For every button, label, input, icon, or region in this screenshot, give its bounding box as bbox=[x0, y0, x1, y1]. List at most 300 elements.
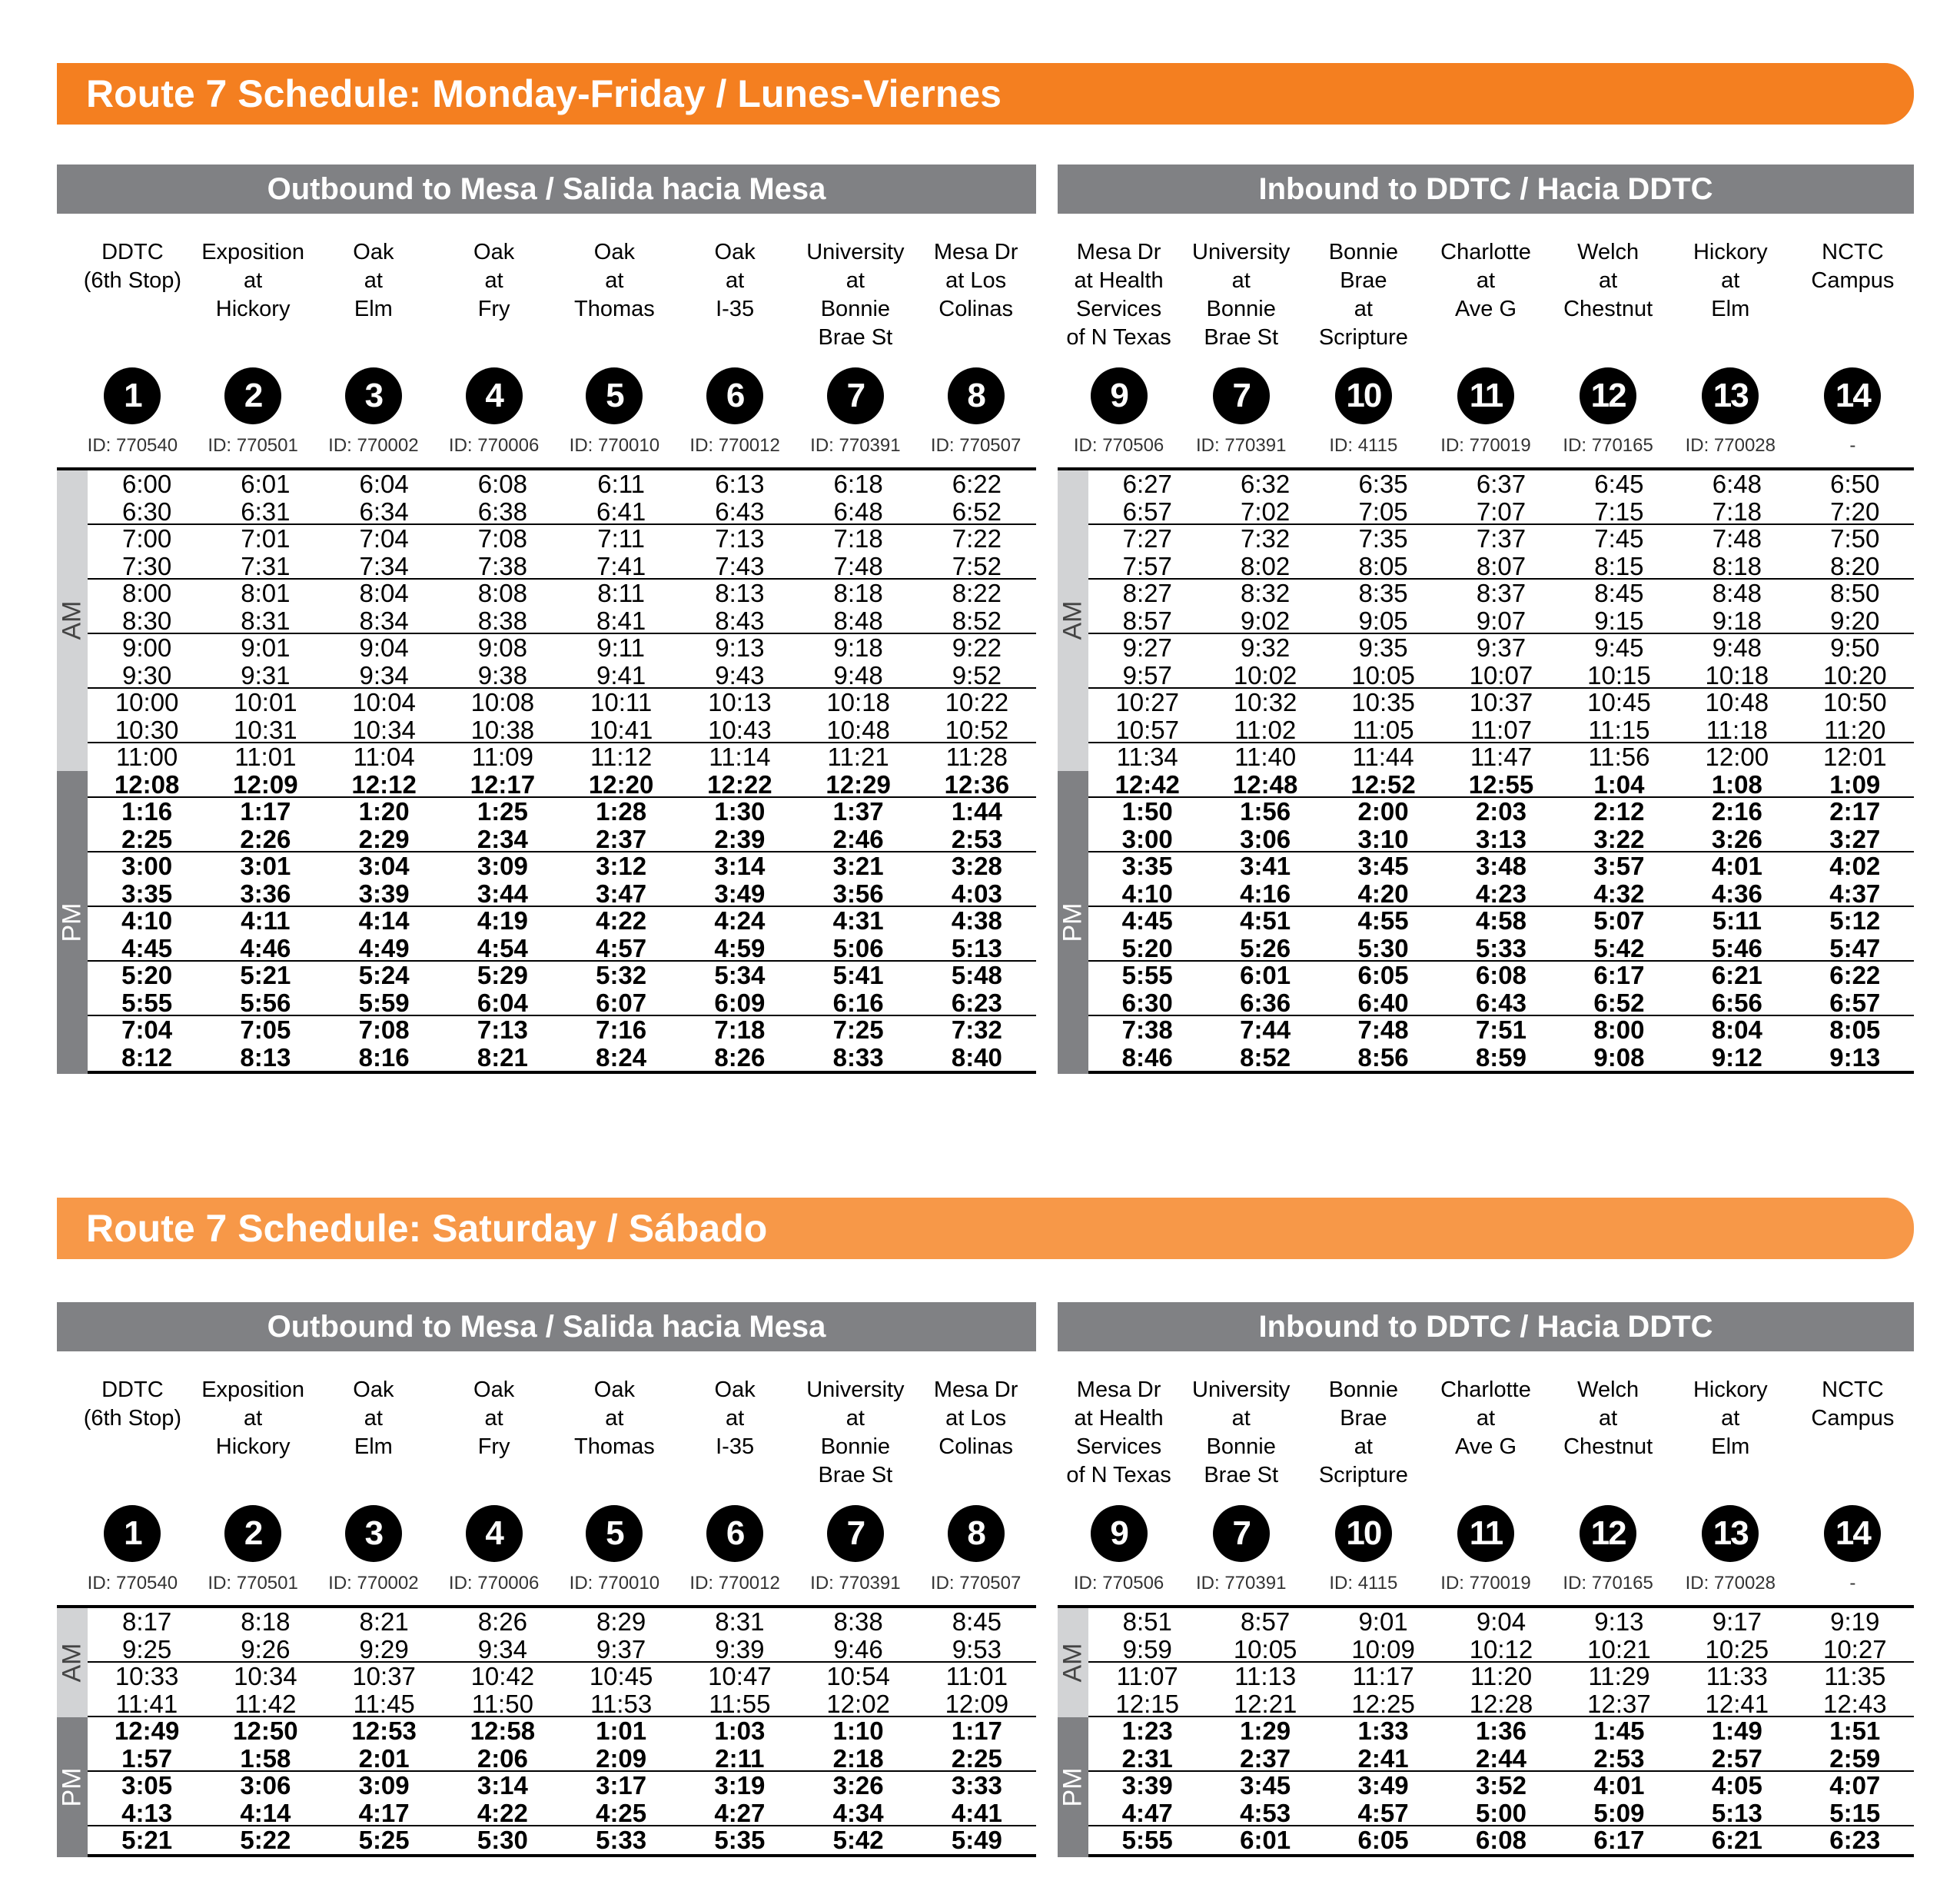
time-cell: 8:57 bbox=[1122, 606, 1172, 635]
time-cell: 9:13 bbox=[1829, 1042, 1881, 1072]
time-cell: 3:47 bbox=[596, 879, 647, 908]
time-cell: 10:42 bbox=[470, 1662, 535, 1690]
time-cell: 5:42 bbox=[1593, 933, 1645, 962]
time-cell: 11:02 bbox=[1234, 715, 1297, 744]
time-cell: 2:29 bbox=[358, 824, 410, 853]
time-cell: 3:35 bbox=[1121, 852, 1173, 880]
time-cell: 9:11 bbox=[597, 633, 646, 662]
time-cell: 8:02 bbox=[1241, 551, 1291, 580]
time-cell: 10:27 bbox=[1115, 688, 1179, 716]
stop-id: ID: 770012 bbox=[689, 435, 780, 456]
time-cell: 6:07 bbox=[596, 988, 647, 1017]
time-cell: 8:01 bbox=[241, 579, 291, 607]
stop-name: Oak at Thomas bbox=[573, 240, 655, 321]
time-cell: 11:04 bbox=[353, 743, 415, 771]
time-cell: 8:41 bbox=[596, 606, 646, 635]
time-cell: 5:11 bbox=[1712, 906, 1762, 935]
stop-number-badge: 5 bbox=[586, 367, 643, 424]
time-cell: 10:04 bbox=[352, 688, 416, 716]
stop-name: Mesa Dr at Los Colinas bbox=[933, 1378, 1018, 1459]
time-cell: 6:57 bbox=[1829, 988, 1881, 1017]
time-cell: 4:32 bbox=[1593, 879, 1645, 908]
time-cell: 10:18 bbox=[826, 688, 890, 716]
time-cell: 7:48 bbox=[1357, 1015, 1409, 1044]
time-cell: 7:44 bbox=[1240, 1015, 1291, 1044]
time-cell: 8:21 bbox=[359, 1607, 409, 1636]
time-cell: 12:43 bbox=[1822, 1689, 1887, 1718]
time-cell: 8:48 bbox=[1712, 579, 1762, 607]
time-cell: 7:07 bbox=[1476, 497, 1526, 526]
time-cell: 1:56 bbox=[1240, 797, 1291, 826]
time-cell: 5:26 bbox=[1240, 933, 1291, 962]
time-cell: 9:12 bbox=[1711, 1042, 1762, 1072]
time-cell: 8:38 bbox=[833, 1607, 883, 1636]
time-cell: 2:03 bbox=[1475, 797, 1527, 826]
time-cell: 4:54 bbox=[477, 933, 528, 962]
time-cell: 10:02 bbox=[1233, 660, 1297, 690]
time-cell: 10:48 bbox=[826, 715, 890, 744]
stop-name: Mesa Dr at Health Services of N Texas bbox=[1066, 1378, 1171, 1487]
time-cell: 3:36 bbox=[240, 879, 291, 908]
time-cell: 11:18 bbox=[1706, 715, 1768, 744]
time-cell: 8:20 bbox=[1830, 551, 1880, 580]
table-row bbox=[1088, 607, 1914, 635]
time-cell: 2:17 bbox=[1829, 797, 1881, 826]
stop-number-badge: 7 bbox=[1213, 1505, 1270, 1562]
outbound-stops bbox=[57, 214, 1036, 467]
time-cell: 10:47 bbox=[708, 1662, 772, 1690]
time-cell: 9:37 bbox=[1476, 633, 1526, 662]
time-cell: 3:14 bbox=[714, 852, 766, 880]
time-cell: 6:05 bbox=[1357, 1826, 1409, 1854]
time-cell: 4:24 bbox=[714, 906, 766, 935]
time-cell: 5:32 bbox=[596, 961, 647, 989]
time-cell: 4:07 bbox=[1829, 1771, 1881, 1800]
time-cell: 4:05 bbox=[1711, 1771, 1762, 1800]
am-band-label: AM bbox=[1058, 600, 1088, 640]
time-cell: 6:37 bbox=[1476, 470, 1526, 498]
time-cell: 6:21 bbox=[1711, 961, 1762, 989]
table-row bbox=[1088, 798, 1914, 826]
time-cell: 1:33 bbox=[1357, 1717, 1409, 1745]
table-row bbox=[88, 1690, 1036, 1718]
time-cell: 9:57 bbox=[1122, 660, 1172, 690]
time-cell: 8:05 bbox=[1358, 551, 1408, 580]
time-cell: 1:36 bbox=[1475, 1717, 1527, 1745]
time-cell: 2:37 bbox=[1240, 1743, 1291, 1773]
time-cell: 6:32 bbox=[1241, 470, 1291, 498]
table-row bbox=[1088, 1772, 1914, 1800]
time-cell: 1:23 bbox=[1121, 1717, 1173, 1745]
stop-id: ID: 770507 bbox=[930, 1573, 1022, 1594]
time-cell: 1:10 bbox=[832, 1717, 884, 1745]
time-cell: 9:46 bbox=[833, 1634, 883, 1663]
time-cell: 4:10 bbox=[121, 906, 173, 935]
time-cell: 7:48 bbox=[833, 551, 883, 580]
stop-name: Hickory at Elm bbox=[1693, 1378, 1768, 1459]
time-cell: 7:32 bbox=[951, 1015, 1002, 1044]
time-cell: 6:21 bbox=[1711, 1826, 1762, 1854]
time-cell: 9:17 bbox=[1712, 1607, 1762, 1636]
time-cell: 6:09 bbox=[714, 988, 766, 1017]
time-cell: 10:22 bbox=[945, 688, 1009, 716]
weekday-inbound bbox=[1058, 165, 1914, 1074]
time-cell: 12:09 bbox=[233, 769, 298, 799]
time-cell: 12:49 bbox=[114, 1717, 180, 1745]
outbound-times-table bbox=[57, 1605, 1036, 1857]
time-cell: 3:10 bbox=[1357, 824, 1409, 853]
stop-number-badge: 3 bbox=[345, 1505, 402, 1562]
time-cell: 6:36 bbox=[1240, 988, 1291, 1017]
time-cell: 1:01 bbox=[596, 1717, 647, 1745]
outbound-stops bbox=[57, 1351, 1036, 1605]
time-cell: 10:11 bbox=[590, 688, 653, 716]
time-cell: 12:42 bbox=[1115, 769, 1180, 799]
time-cell: 9:13 bbox=[1594, 1607, 1644, 1636]
time-cell: 7:34 bbox=[359, 551, 409, 580]
am-band-label: AM bbox=[1058, 1643, 1088, 1683]
time-cell: 5:21 bbox=[240, 961, 291, 989]
time-cell: 8:37 bbox=[1476, 579, 1526, 607]
stop-number-badge: 9 bbox=[1091, 367, 1148, 424]
stop-name: Mesa Dr at Health Services of N Texas bbox=[1066, 240, 1171, 350]
time-cell: 5:55 bbox=[1121, 1826, 1173, 1854]
table-row bbox=[88, 634, 1036, 662]
time-cell: 2:41 bbox=[1357, 1743, 1409, 1773]
time-cell: 1:30 bbox=[714, 797, 766, 826]
time-cell: 2:01 bbox=[358, 1743, 410, 1773]
stop-id: ID: 770506 bbox=[1073, 1573, 1164, 1594]
stop-number-badge: 4 bbox=[466, 1505, 523, 1562]
time-cell: 7:27 bbox=[1122, 524, 1172, 553]
table-row bbox=[1088, 1800, 1914, 1827]
time-cell: 9:39 bbox=[715, 1634, 765, 1663]
stop-name: Charlotte at Ave G bbox=[1440, 1378, 1531, 1459]
time-cell: 3:45 bbox=[1357, 852, 1409, 880]
time-cell: 4:14 bbox=[358, 906, 410, 935]
time-cell: 2:25 bbox=[121, 824, 173, 853]
time-cell: 10:45 bbox=[589, 1662, 653, 1690]
time-cell: 10:18 bbox=[1705, 660, 1769, 690]
time-cell: 3:09 bbox=[358, 1771, 410, 1800]
time-cell: 4:02 bbox=[1829, 852, 1881, 880]
time-cell: 3:12 bbox=[596, 852, 647, 880]
stop-number-badge: 11 bbox=[1457, 367, 1514, 424]
time-cell: 6:17 bbox=[1593, 1826, 1645, 1854]
time-cell: 2:16 bbox=[1711, 797, 1762, 826]
table-row bbox=[1088, 716, 1914, 744]
time-cell: 8:00 bbox=[1593, 1015, 1645, 1044]
time-cell: 7:35 bbox=[1358, 524, 1408, 553]
time-cell: 6:45 bbox=[1594, 470, 1644, 498]
time-cell: 10:27 bbox=[1822, 1634, 1887, 1663]
table-row bbox=[1088, 1636, 1914, 1663]
time-cell: 8:27 bbox=[1122, 579, 1172, 607]
time-cell: 4:41 bbox=[951, 1798, 1002, 1827]
time-cell: 11:56 bbox=[1588, 743, 1650, 771]
time-cell: 3:35 bbox=[121, 879, 173, 908]
stop-number-badge: 6 bbox=[706, 1505, 763, 1562]
stop-id: ID: 770540 bbox=[87, 1573, 178, 1594]
time-cell: 9:22 bbox=[952, 633, 1002, 662]
time-cell: 11:47 bbox=[1470, 743, 1533, 771]
time-cell: 3:39 bbox=[358, 879, 410, 908]
stop-id: ID: 770501 bbox=[208, 1573, 298, 1594]
time-cell: 11:00 bbox=[116, 743, 178, 771]
stop-number-badge: 12 bbox=[1580, 1505, 1636, 1562]
time-cell: 2:25 bbox=[951, 1743, 1002, 1773]
stop-id: ID: 770002 bbox=[328, 1573, 419, 1594]
time-cell: 5:20 bbox=[121, 961, 173, 989]
stop-number-badge: 11 bbox=[1457, 1505, 1514, 1562]
time-cell: 6:41 bbox=[596, 497, 646, 526]
time-cell: 12:50 bbox=[233, 1717, 298, 1745]
time-cell: 4:01 bbox=[1711, 852, 1762, 880]
time-cell: 4:31 bbox=[832, 906, 884, 935]
time-cell: 5:12 bbox=[1829, 906, 1881, 935]
time-cell: 9:34 bbox=[477, 1634, 527, 1663]
time-cell: 7:38 bbox=[477, 551, 527, 580]
time-cell: 9:41 bbox=[596, 660, 646, 690]
time-cell: 2:26 bbox=[240, 824, 291, 853]
time-cell: 1:29 bbox=[1240, 1717, 1291, 1745]
time-cell: 10:41 bbox=[589, 715, 653, 744]
time-cell: 11:42 bbox=[234, 1689, 297, 1718]
time-cell: 6:08 bbox=[1475, 1826, 1527, 1854]
time-cell: 9:43 bbox=[715, 660, 765, 690]
stop-id: ID: 770507 bbox=[930, 435, 1022, 456]
time-cell: 11:20 bbox=[1470, 1662, 1533, 1690]
weekday-outbound bbox=[57, 165, 1036, 1074]
time-cell: 8:18 bbox=[241, 1607, 291, 1636]
time-cell: 9:29 bbox=[359, 1634, 409, 1663]
time-cell: 11:09 bbox=[471, 743, 533, 771]
time-cell: 12:21 bbox=[1233, 1689, 1297, 1718]
time-cell: 9:48 bbox=[1712, 633, 1762, 662]
time-cell: 7:31 bbox=[241, 551, 291, 580]
time-cell: 6:35 bbox=[1358, 470, 1408, 498]
time-cell: 11:15 bbox=[1588, 715, 1650, 744]
time-cell: 12:01 bbox=[1822, 743, 1887, 771]
time-cell: 3:14 bbox=[477, 1771, 528, 1800]
time-cell: 9:04 bbox=[1476, 1607, 1526, 1636]
time-cell: 2:53 bbox=[1593, 1743, 1645, 1773]
time-cell: 4:11 bbox=[241, 906, 291, 935]
time-cell: 8:07 bbox=[1476, 551, 1526, 580]
time-cell: 7:13 bbox=[715, 524, 765, 553]
time-cell: 11:01 bbox=[945, 1662, 1008, 1690]
stop-number-badge: 13 bbox=[1702, 367, 1759, 424]
time-cell: 10:21 bbox=[1587, 1634, 1651, 1663]
time-cell: 4:59 bbox=[714, 933, 766, 962]
time-cell: 8:46 bbox=[1121, 1042, 1173, 1072]
time-cell: 10:54 bbox=[826, 1662, 890, 1690]
time-cell: 10:13 bbox=[708, 688, 772, 716]
time-cell: 2:59 bbox=[1829, 1743, 1881, 1773]
table-row bbox=[1088, 470, 1914, 498]
stop-id: ID: 770028 bbox=[1685, 435, 1776, 456]
stop-name: Oak at I-35 bbox=[714, 240, 756, 321]
time-cell: 2:11 bbox=[715, 1743, 765, 1773]
time-cell: 3:09 bbox=[477, 852, 528, 880]
table-row bbox=[1088, 880, 1914, 908]
time-cell: 6:04 bbox=[477, 988, 528, 1017]
time-cell: 10:38 bbox=[470, 715, 535, 744]
stop-number-badge: 8 bbox=[948, 367, 1005, 424]
time-cell: 9:32 bbox=[1241, 633, 1291, 662]
time-cell: 8:48 bbox=[833, 606, 883, 635]
time-cell: 12:55 bbox=[1468, 769, 1534, 799]
stop-id: ID: 770540 bbox=[87, 435, 178, 456]
stop-name: DDTC (6th Stop) bbox=[83, 1378, 182, 1431]
time-cell: 12:25 bbox=[1351, 1689, 1415, 1718]
time-cell: 9:34 bbox=[359, 660, 409, 690]
time-cell: 4:03 bbox=[951, 879, 1002, 908]
table-row bbox=[1088, 689, 1914, 716]
time-cell: 4:34 bbox=[832, 1798, 884, 1827]
time-cell: 12:17 bbox=[470, 769, 536, 799]
time-cell: 8:45 bbox=[1594, 579, 1644, 607]
time-cell: 11:12 bbox=[590, 743, 653, 771]
time-cell: 1:16 bbox=[121, 797, 173, 826]
time-cell: 8:30 bbox=[122, 606, 172, 635]
time-cell: 4:37 bbox=[1829, 879, 1881, 908]
time-cell: 11:05 bbox=[1352, 715, 1414, 744]
time-cell: 6:38 bbox=[477, 497, 527, 526]
table-row bbox=[1088, 1745, 1914, 1773]
table-row bbox=[1088, 662, 1914, 690]
table-row bbox=[1088, 989, 1914, 1017]
time-cell: 12:37 bbox=[1587, 1689, 1651, 1718]
time-cell: 10:09 bbox=[1351, 1634, 1415, 1663]
stop-name: Charlotte at Ave G bbox=[1440, 240, 1531, 321]
time-cell: 5:13 bbox=[951, 933, 1002, 962]
time-cell: 9:07 bbox=[1476, 606, 1526, 635]
table-row bbox=[1088, 962, 1914, 989]
time-cell: 1:25 bbox=[477, 797, 528, 826]
time-cell: 3:44 bbox=[477, 879, 528, 908]
table-row bbox=[1088, 1717, 1914, 1745]
stop-name: NCTC Campus bbox=[1811, 240, 1895, 293]
time-cell: 4:25 bbox=[596, 1798, 647, 1827]
table-row bbox=[1088, 580, 1914, 607]
time-cell: 11:40 bbox=[1234, 743, 1297, 771]
time-cell: 3:49 bbox=[714, 879, 766, 908]
time-cell: 8:43 bbox=[715, 606, 765, 635]
table-row bbox=[88, 1826, 1036, 1854]
stop-name: Welch at Chestnut bbox=[1563, 1378, 1653, 1459]
time-cell: 9:01 bbox=[241, 633, 291, 662]
time-cell: 6:27 bbox=[1122, 470, 1172, 498]
time-cell: 5:46 bbox=[1711, 933, 1762, 962]
outbound-times-table bbox=[57, 467, 1036, 1074]
time-cell: 7:05 bbox=[240, 1015, 291, 1044]
time-cell: 8:04 bbox=[1711, 1015, 1762, 1044]
stop-number-badge: 1 bbox=[104, 367, 161, 424]
time-cell: 5:59 bbox=[358, 988, 410, 1017]
time-cell: 3:06 bbox=[1240, 824, 1291, 853]
time-cell: 4:01 bbox=[1593, 1771, 1645, 1800]
time-cell: 11:45 bbox=[353, 1689, 415, 1718]
time-cell: 3:00 bbox=[1121, 824, 1173, 853]
table-row bbox=[1088, 935, 1914, 962]
time-cell: 3:57 bbox=[1593, 852, 1645, 880]
time-cell: 10:08 bbox=[470, 688, 535, 716]
time-cell: 7:38 bbox=[1121, 1015, 1173, 1044]
time-cell: 4:16 bbox=[1240, 879, 1291, 908]
time-cell: 11:07 bbox=[1470, 715, 1533, 744]
inbound-times-table bbox=[1058, 467, 1914, 1074]
time-cell: 8:52 bbox=[1240, 1042, 1291, 1072]
stop-id: ID: 770006 bbox=[448, 435, 540, 456]
time-cell: 6:08 bbox=[477, 470, 527, 498]
time-cell: 7:43 bbox=[715, 551, 765, 580]
time-cell: 10:20 bbox=[1822, 660, 1887, 690]
time-cell: 7:02 bbox=[1241, 497, 1291, 526]
time-cell: 2:53 bbox=[951, 824, 1002, 853]
time-cell: 10:43 bbox=[708, 715, 772, 744]
time-cell: 5:13 bbox=[1711, 1798, 1762, 1827]
time-cell: 9:48 bbox=[833, 660, 883, 690]
time-cell: 6:00 bbox=[122, 470, 172, 498]
stop-number-badge: 10 bbox=[1335, 367, 1392, 424]
stop-id: ID: 4115 bbox=[1329, 1573, 1398, 1594]
time-cell: 7:52 bbox=[952, 551, 1002, 580]
time-cell: 3:27 bbox=[1829, 824, 1881, 853]
time-cell: 8:26 bbox=[714, 1042, 766, 1072]
table-row bbox=[88, 1016, 1036, 1044]
time-cell: 6:50 bbox=[1830, 470, 1880, 498]
table-row bbox=[88, 580, 1036, 607]
time-cell: 3:45 bbox=[1240, 1771, 1291, 1800]
time-cell: 8:08 bbox=[477, 579, 527, 607]
inbound-stops bbox=[1058, 1351, 1914, 1605]
time-cell: 5:41 bbox=[832, 961, 884, 989]
time-cell: 4:57 bbox=[596, 933, 647, 962]
time-cell: 5:09 bbox=[1593, 1798, 1645, 1827]
time-cell: 10:15 bbox=[1587, 660, 1651, 690]
time-cell: 9:15 bbox=[1594, 606, 1644, 635]
time-cell: 7:32 bbox=[1241, 524, 1291, 553]
stop-id: ID: 770506 bbox=[1073, 435, 1164, 456]
stop-name: University at Bonnie Brae St bbox=[1192, 1378, 1291, 1487]
time-cell: 4:19 bbox=[477, 906, 528, 935]
pm-band-label: PM bbox=[1058, 902, 1088, 942]
time-cell: 6:48 bbox=[1712, 470, 1762, 498]
time-cell: 3:56 bbox=[832, 879, 884, 908]
table-row bbox=[1088, 743, 1914, 771]
table-row bbox=[1088, 852, 1914, 880]
time-cell: 10:25 bbox=[1705, 1634, 1769, 1663]
time-cell: 2:06 bbox=[477, 1743, 528, 1773]
time-cell: 1:28 bbox=[596, 797, 647, 826]
time-cell: 2:46 bbox=[832, 824, 884, 853]
time-cell: 1:03 bbox=[714, 1717, 766, 1745]
time-cell: 3:00 bbox=[121, 852, 173, 880]
time-cell: 3:06 bbox=[240, 1771, 291, 1800]
time-cell: 10:45 bbox=[1587, 688, 1651, 716]
table-row bbox=[88, 989, 1036, 1017]
table-row bbox=[88, 1636, 1036, 1663]
time-cell: 6:01 bbox=[1240, 961, 1291, 989]
outbound-header: Outbound to Mesa / Salida hacia Mesa bbox=[57, 165, 1036, 214]
time-cell: 5:42 bbox=[832, 1826, 884, 1854]
time-cell: 9:26 bbox=[241, 1634, 291, 1663]
table-row bbox=[88, 1044, 1036, 1072]
time-cell: 10:07 bbox=[1469, 660, 1533, 690]
time-cell: 3:39 bbox=[1121, 1771, 1173, 1800]
table-row bbox=[1088, 1826, 1914, 1854]
